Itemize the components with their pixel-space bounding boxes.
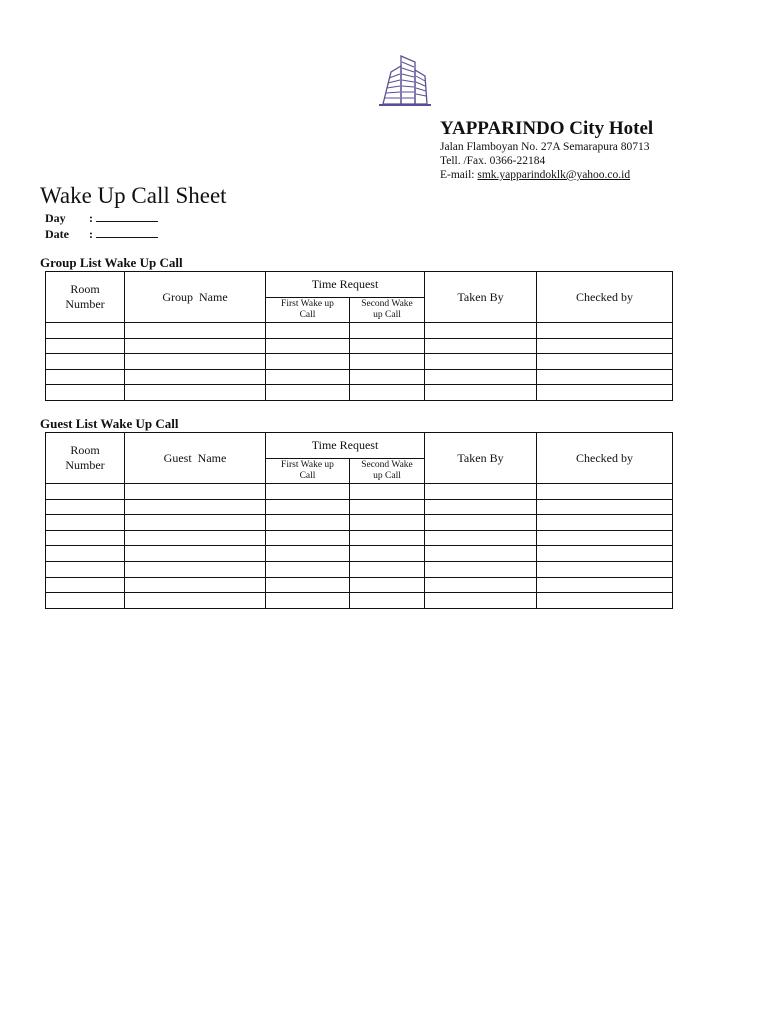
hotel-address: Jalan Flamboyan No. 27A Semarapura 80713 (440, 141, 650, 153)
room-number-cell[interactable] (46, 484, 125, 500)
checked-by-header: Checked by (537, 272, 673, 323)
checked-by-cell[interactable] (537, 385, 673, 401)
taken-by-cell[interactable] (425, 561, 537, 577)
name-cell[interactable] (125, 369, 266, 385)
taken-by-cell[interactable] (425, 546, 537, 562)
name-cell[interactable] (125, 484, 266, 500)
room-number-cell[interactable] (46, 593, 125, 609)
first-call-cell[interactable] (266, 323, 350, 339)
name-cell[interactable] (125, 499, 266, 515)
first-call-cell[interactable] (266, 577, 350, 593)
checked-by-cell[interactable] (537, 323, 673, 339)
first-call-cell[interactable] (266, 499, 350, 515)
table-row (46, 484, 673, 500)
taken-by-cell[interactable] (425, 515, 537, 531)
checked-by-cell[interactable] (537, 484, 673, 500)
table-row (46, 515, 673, 531)
hotel-email-line (440, 169, 630, 181)
second-call-cell[interactable] (350, 354, 425, 370)
room-number-cell[interactable] (46, 530, 125, 546)
taken-by-cell[interactable] (425, 577, 537, 593)
table-row (46, 369, 673, 385)
hotel-name: YAPPARINDO City Hotel (440, 118, 654, 139)
first-call-cell[interactable] (266, 515, 350, 531)
room-number-cell[interactable] (46, 385, 125, 401)
name-cell[interactable] (125, 577, 266, 593)
name-cell[interactable] (125, 323, 266, 339)
guest-name-header: Guest Name (125, 433, 266, 484)
table-row (46, 546, 673, 562)
day-label: Day (45, 211, 66, 225)
time-request-header: Time Request (266, 272, 425, 298)
first-call-cell[interactable] (266, 385, 350, 401)
taken-by-cell[interactable] (425, 593, 537, 609)
sheet-title: Wake Up Call Sheet (40, 183, 227, 208)
checked-by-cell[interactable] (537, 369, 673, 385)
second-call-cell[interactable] (350, 515, 425, 531)
date-separator: : (89, 227, 93, 241)
table-row (46, 577, 673, 593)
room-number-cell[interactable] (46, 515, 125, 531)
second-wake-up-call-header: Second Wake up Call (350, 298, 425, 323)
day-separator: : (89, 211, 93, 225)
second-call-cell[interactable] (350, 338, 425, 354)
name-cell[interactable] (125, 530, 266, 546)
name-cell[interactable] (125, 385, 266, 401)
room-number-cell[interactable] (46, 546, 125, 562)
first-call-cell[interactable] (266, 530, 350, 546)
room-number-cell[interactable] (46, 561, 125, 577)
guest-list-title: Guest List Wake Up Call (40, 416, 179, 431)
checked-by-cell[interactable] (537, 530, 673, 546)
table-row (46, 593, 673, 609)
second-call-cell[interactable] (350, 369, 425, 385)
table-row (46, 323, 673, 339)
checked-by-cell[interactable] (537, 515, 673, 531)
second-call-cell[interactable] (350, 593, 425, 609)
taken-by-cell[interactable] (425, 338, 537, 354)
time-request-header: Time Request (266, 433, 425, 459)
checked-by-cell[interactable] (537, 499, 673, 515)
room-number-header: Room Number (46, 433, 125, 484)
checked-by-header: Checked by (537, 433, 673, 484)
checked-by-cell[interactable] (537, 593, 673, 609)
second-call-cell[interactable] (350, 577, 425, 593)
name-cell[interactable] (125, 515, 266, 531)
taken-by-cell[interactable] (425, 484, 537, 500)
second-call-cell[interactable] (350, 499, 425, 515)
checked-by-cell[interactable] (537, 354, 673, 370)
checked-by-cell[interactable] (537, 338, 673, 354)
first-call-cell[interactable] (266, 338, 350, 354)
name-cell[interactable] (125, 338, 266, 354)
second-call-cell[interactable] (350, 385, 425, 401)
second-wake-up-call-header: Second Wake up Call (350, 459, 425, 484)
taken-by-cell[interactable] (425, 530, 537, 546)
taken-by-cell[interactable] (425, 499, 537, 515)
first-call-cell[interactable] (266, 354, 350, 370)
taken-by-cell[interactable] (425, 369, 537, 385)
room-number-header: Room Number (46, 272, 125, 323)
group-name-header: Group Name (125, 272, 266, 323)
room-number-cell[interactable] (46, 369, 125, 385)
hotel-building-logo (379, 52, 431, 108)
first-wake-up-call-header: First Wake up Call (266, 298, 350, 323)
email-label: E-mail: (440, 169, 478, 181)
second-call-cell[interactable] (350, 546, 425, 562)
guest-list-table (45, 432, 673, 609)
hotel-phone: Tell. /Fax. 0366-22184 (440, 155, 546, 167)
table-row (46, 338, 673, 354)
taken-by-header: Taken By (425, 433, 537, 484)
taken-by-cell[interactable] (425, 385, 537, 401)
name-cell[interactable] (125, 561, 266, 577)
name-cell[interactable] (125, 546, 266, 562)
first-call-cell[interactable] (266, 369, 350, 385)
table-row (46, 385, 673, 401)
date-blank-line[interactable] (96, 226, 158, 238)
email-link[interactable]: smk.yapparindoklk@yahoo.co.id (477, 169, 631, 181)
checked-by-cell[interactable] (537, 577, 673, 593)
first-call-cell[interactable] (266, 593, 350, 609)
second-call-cell[interactable] (350, 530, 425, 546)
name-cell[interactable] (125, 354, 266, 370)
checked-by-cell[interactable] (537, 561, 673, 577)
day-field (45, 210, 158, 226)
second-call-cell[interactable] (350, 323, 425, 339)
checked-by-cell[interactable] (537, 546, 673, 562)
day-blank-line[interactable] (96, 210, 158, 222)
room-number-cell[interactable] (46, 338, 125, 354)
date-label: Date (45, 227, 69, 241)
room-number-cell[interactable] (46, 577, 125, 593)
first-call-cell[interactable] (266, 484, 350, 500)
group-list-table (45, 271, 673, 401)
taken-by-cell[interactable] (425, 354, 537, 370)
room-number-cell[interactable] (46, 354, 125, 370)
table-row (46, 530, 673, 546)
second-call-cell[interactable] (350, 561, 425, 577)
taken-by-cell[interactable] (425, 323, 537, 339)
name-cell[interactable] (125, 593, 266, 609)
first-call-cell[interactable] (266, 561, 350, 577)
first-wake-up-call-header: First Wake up Call (266, 459, 350, 484)
second-call-cell[interactable] (350, 484, 425, 500)
taken-by-header: Taken By (425, 272, 537, 323)
group-list-title: Group List Wake Up Call (40, 255, 183, 270)
room-number-cell[interactable] (46, 323, 125, 339)
table-row (46, 499, 673, 515)
table-row (46, 354, 673, 370)
room-number-cell[interactable] (46, 499, 125, 515)
first-call-cell[interactable] (266, 546, 350, 562)
date-field (45, 226, 158, 242)
table-row (46, 561, 673, 577)
